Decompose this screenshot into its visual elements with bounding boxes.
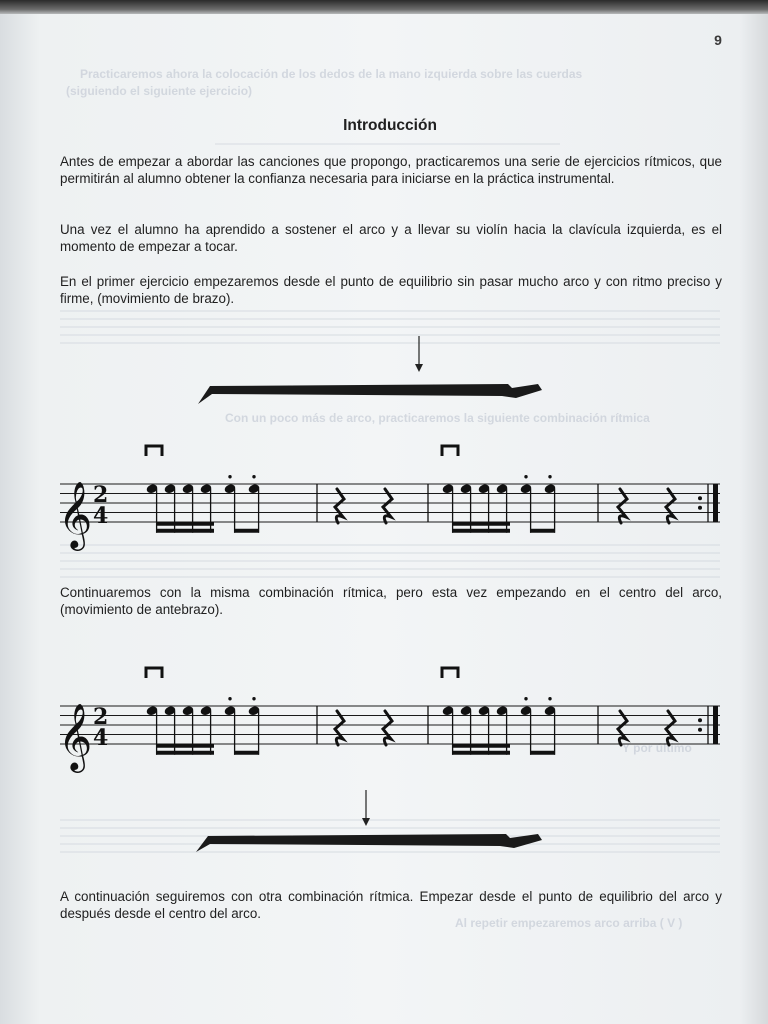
staccato-dot — [548, 697, 551, 700]
quarter-rest-icon — [666, 489, 675, 523]
section-title: Introducción — [343, 117, 437, 134]
book-page — [0, 14, 768, 1024]
quarter-rest-icon — [618, 711, 627, 745]
beam-secondary — [452, 522, 510, 526]
arrow-head-icon — [362, 818, 370, 826]
bleed-through-line: Practicaremos ahora la colocación de los dedos de la mano izquierda sobre las cuerdas — [80, 67, 583, 81]
repeat-dot — [698, 496, 702, 500]
repeat-dot — [698, 506, 702, 510]
violin-bow-icon — [198, 384, 542, 404]
repeat-dot — [698, 718, 702, 722]
down-bow-icon — [146, 446, 162, 456]
beam-eighth — [234, 751, 259, 755]
music-staff-2 — [60, 666, 732, 776]
paragraph-second-exercise: Continuaremos con la misma combinación rítmica, pero esta vez empezando en el centro del arco, (movimiento de antebrazo). — [60, 585, 722, 617]
beam-primary — [156, 529, 214, 533]
quarter-rest-icon — [618, 489, 627, 523]
violin-bow-icon — [196, 834, 542, 852]
quarter-rest-icon — [383, 711, 392, 745]
down-bow-icon — [442, 446, 458, 456]
beam-eighth — [530, 751, 555, 755]
repeat-dot — [698, 728, 702, 732]
treble-clef-icon: 𝄞 — [58, 480, 93, 548]
staccato-dot — [524, 697, 527, 700]
bleed-through-line: Al repetir empezaremos arco arriba ( V ) — [455, 916, 683, 930]
final-bar-line — [713, 706, 718, 744]
staccato-dot — [252, 697, 255, 700]
arrow-head-icon — [415, 364, 423, 372]
down-bow-icon — [146, 668, 162, 678]
page-number: 9 — [714, 32, 722, 48]
bleed-through-line: Y por último — [622, 741, 692, 755]
music-staff-1 — [60, 444, 732, 554]
quarter-rest-icon — [335, 489, 344, 523]
quarter-rest-icon — [335, 711, 344, 745]
bow-diagram-balance-point — [190, 336, 550, 416]
staccato-dot — [228, 475, 231, 478]
paragraph-intro: Antes de empezar a abordar las canciones que propongo, practicaremos una serie de ejercicios rítmicos, que permitirán al alumno obtener la confianza necesaria para iniciarse en la práctica instrumental. — [60, 154, 722, 186]
bleed-through-line: (siguiendo el siguiente ejercicio) — [66, 84, 253, 98]
paragraph-first-exercise: En el primer ejercicio empezaremos desde el punto de equilibrio sin pasar mucho arco y con ritmo preciso y firme, (movimiento de brazo). — [60, 274, 722, 306]
quarter-rest-icon — [666, 711, 675, 745]
beam-secondary — [156, 522, 214, 526]
staccato-dot — [524, 475, 527, 478]
bow-diagram-center — [190, 790, 550, 870]
paragraph-bow-hold: Una vez el alumno ha aprendido a sostener el arco y a llevar su violín hacia la clavícula izquierda, es el momento de empezar a tocar. — [60, 222, 722, 254]
beam-eighth — [234, 529, 259, 533]
final-bar-line — [713, 484, 718, 522]
beam-primary — [452, 529, 510, 533]
bleed-through-line: Con un poco más de arco, practicaremos la siguiente combinación rítmica — [225, 411, 650, 425]
beam-secondary — [452, 744, 510, 748]
beam-primary — [452, 751, 510, 755]
paragraph-next-combination: A continuación seguiremos con otra combinación rítmica. Empezar desde el punto de equilibrio del arco y después desde el centro del arco. — [60, 889, 722, 921]
beam-eighth — [530, 529, 555, 533]
down-bow-icon — [442, 668, 458, 678]
staccato-dot — [548, 475, 551, 478]
time-signature-bottom: 4 — [93, 725, 109, 751]
staccato-dot — [252, 475, 255, 478]
beam-primary — [156, 751, 214, 755]
quarter-rest-icon — [383, 489, 392, 523]
beam-secondary — [156, 744, 214, 748]
time-signature-bottom: 4 — [93, 503, 109, 529]
time-signature-top: 2 — [93, 482, 109, 508]
time-signature-top: 2 — [93, 704, 109, 730]
staccato-dot — [228, 697, 231, 700]
treble-clef-icon: 𝄞 — [58, 702, 93, 770]
